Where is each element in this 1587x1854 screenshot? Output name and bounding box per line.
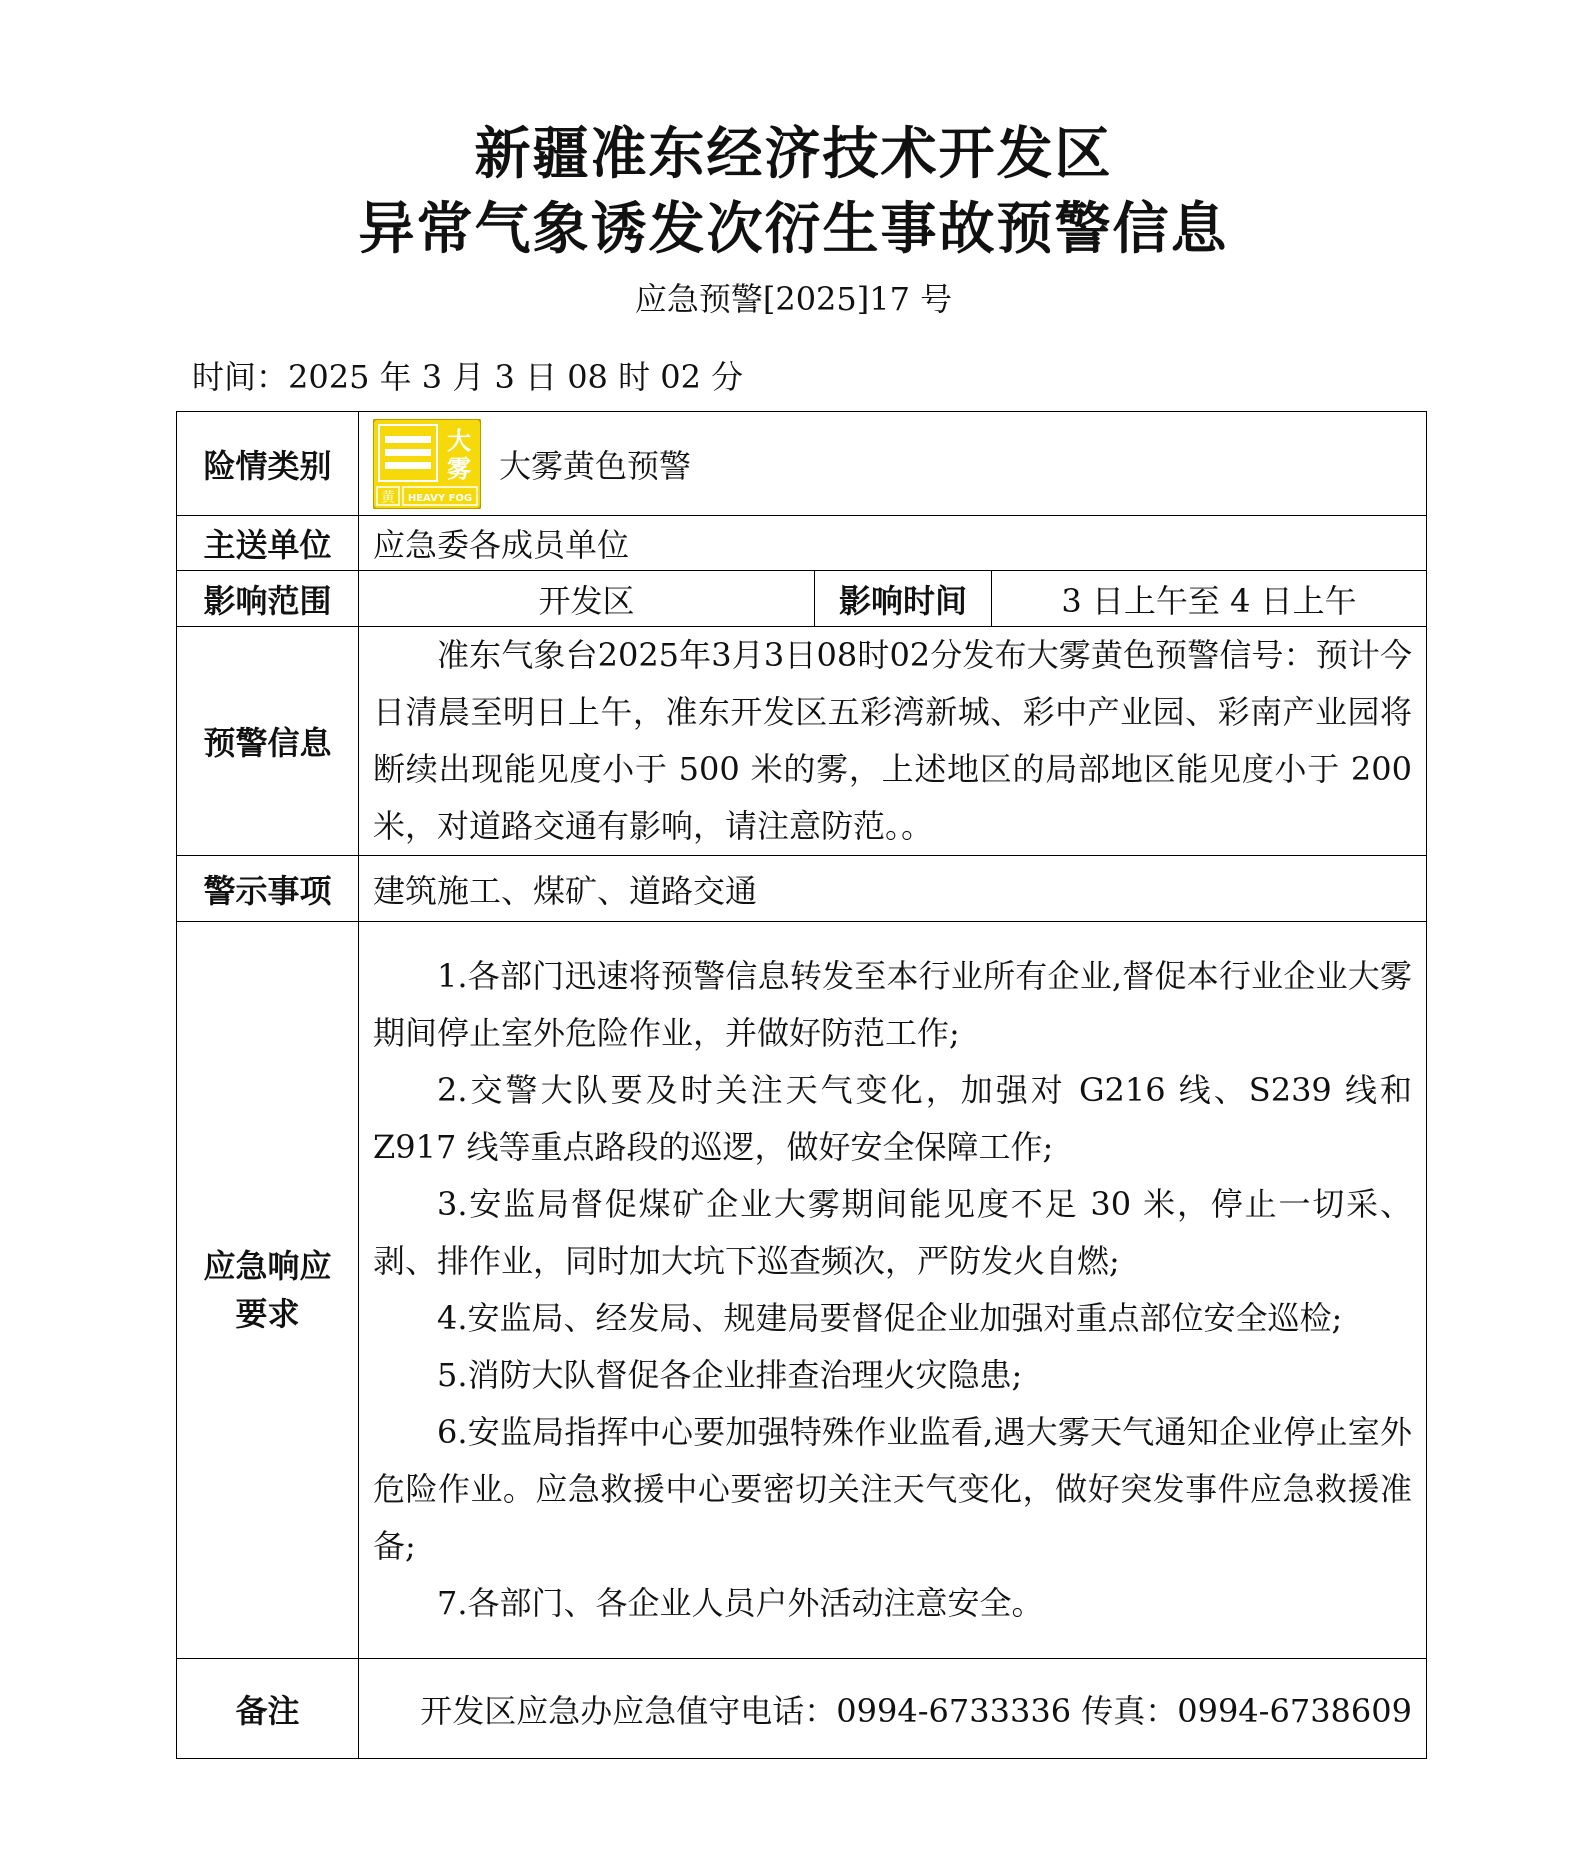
row-alert-items (177, 856, 1427, 922)
issue-time: 时间：2025 年 3 月 3 日 08 时 02 分 (192, 358, 744, 396)
warning-text: 准东气象台2025年3月3日08时02分发布大雾黄色预警信号：预计今日清晨至明日上午，准东开发区五彩湾新城、彩中产业园、彩南产业园将断续出现能见度小于 500 米的雾，上述地区的局部地区能见度小于 200 米，对道路交通有影响，请注意防范。。 (373, 636, 1412, 845)
warning-table (176, 411, 1427, 1759)
scope-label: 影响范围 (177, 571, 359, 627)
response-item: 7.各部门、各企业人员户外活动注意安全。 (437, 1584, 1044, 1622)
row-recipients (177, 516, 1427, 571)
scope-value: 开发区 (359, 571, 815, 627)
badge-english: HEAVY FOG (407, 492, 473, 504)
row-scope-duration (177, 571, 1427, 627)
title-line-2: 异常气象诱发次衍生事故预警信息 (358, 197, 1229, 262)
alert-value: 建筑施工、煤矿、道路交通 (359, 856, 1427, 922)
note-label: 备注 (177, 1659, 359, 1759)
response-item: 1.各部门迅速将预警信息转发至本行业所有企业,督促本行业企业大雾期间停止室外危险作业，并做好防范工作; (373, 957, 1412, 1052)
duration-label: 影响时间 (815, 571, 992, 627)
response-item: 6.安监局指挥中心要加强特殊作业监看,遇大雾天气通知企业停止室外危险作业。应急救援中心要密切关注天气变化，做好突发事件应急救援准备; (373, 1413, 1412, 1565)
title-line-1: 新疆准东经济技术开发区 (474, 122, 1113, 187)
warning-label: 预警信息 (177, 627, 359, 856)
alert-label: 警示事项 (177, 856, 359, 922)
hazard-label: 险情类别 (177, 412, 359, 516)
response-label (177, 922, 359, 1659)
row-hazard-type (177, 412, 1427, 516)
badge-char-2: 雾 (447, 454, 471, 483)
row-note (177, 1659, 1427, 1759)
response-item: 3.安监局督促煤矿企业大雾期间能见度不足 30 米，停止一切采、剥、排作业，同时加大坑下巡查频次，严防发火自燃; (373, 1185, 1412, 1280)
response-cell (359, 922, 1427, 1659)
recipients-label: 主送单位 (177, 516, 359, 571)
note-value: 开发区应急办应急值守电话：0994-6733336 传真：0994-6738609 (359, 1659, 1427, 1759)
badge-char-1: 大 (447, 426, 471, 455)
response-item: 2.交警大队要及时关注天气变化，加强对 G216 线、S239 线和 Z917 线等重点路段的巡逻，做好安全保障工作; (373, 1071, 1412, 1166)
response-label-text: 应急响应要求 (203, 1247, 332, 1333)
hazard-cell (359, 412, 1427, 516)
response-item: 5.消防大队督促各企业排查治理火灾隐患; (437, 1356, 1023, 1394)
row-response (177, 922, 1427, 1659)
response-item: 4.安监局、经发局、规建局要督促企业加强对重点部位安全巡检; (437, 1299, 1343, 1337)
warning-cell (359, 627, 1427, 856)
duration-value: 3 日上午至 4 日上午 (992, 571, 1427, 627)
row-warning-info (177, 627, 1427, 856)
hazard-value: 大雾黄色预警 (499, 446, 692, 485)
heavy-fog-yellow-warning-icon (373, 419, 481, 509)
badge-char-3: 黄 (381, 489, 395, 506)
recipients-value: 应急委各成员单位 (359, 516, 1427, 571)
document-number: 应急预警[2025]17 号 (634, 280, 953, 318)
